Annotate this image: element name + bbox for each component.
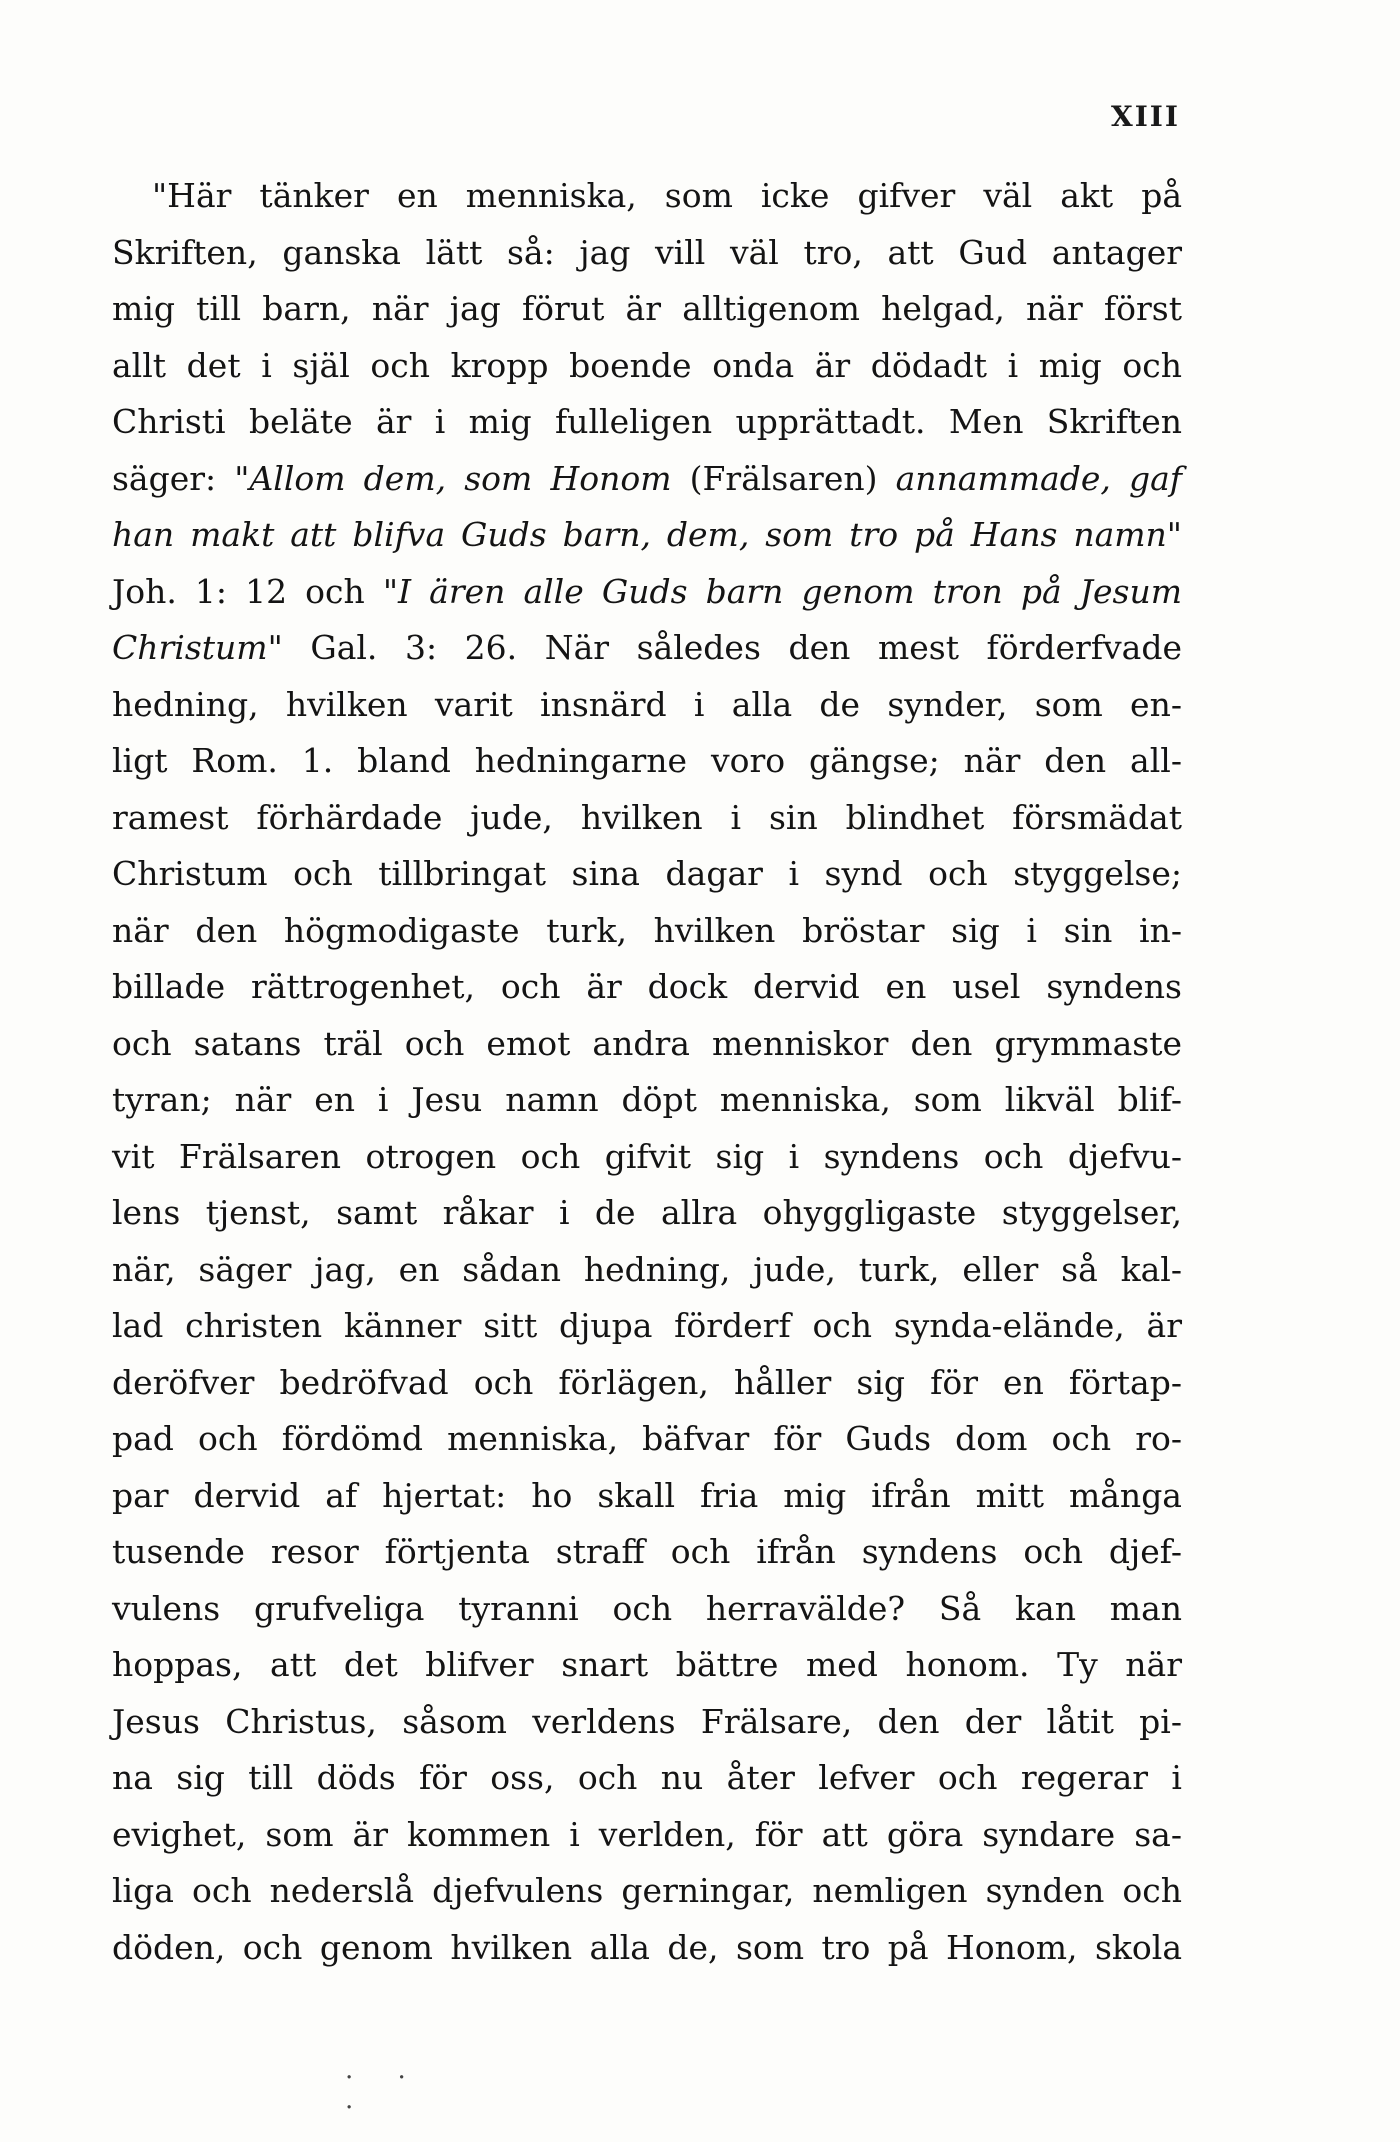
- italic-segment: "I ären alle Guds barn genom tron på Jesum: [382, 571, 1182, 611]
- text-line: [112, 1072, 1182, 1129]
- italic-segment: han makt att blifva Guds barn, dem, som tro på Hans namn": [112, 515, 1182, 554]
- text-segment: mig till barn, när jag förut är alltigenom helgad, när först: [112, 289, 1182, 328]
- text-segment: ramest förhärdade jude, hvilken i sin blindhet försmädat: [112, 797, 1182, 837]
- text-line: [112, 507, 1182, 564]
- text-segment: Christi beläte är i mig fulleligen upprättadt. Men Skriften: [112, 402, 1182, 441]
- text-line: [112, 1242, 1182, 1299]
- text-segment: när, säger jag, en sådan hedning, jude, turk, eller så kal-: [112, 1249, 1182, 1289]
- text-segment: na sig till döds för oss, och nu åter lefver och regerar i: [112, 1758, 1182, 1797]
- text-segment: Christum och tillbringat sina dagar i synd och styggelse;: [112, 854, 1182, 893]
- text-line: [112, 1694, 1182, 1751]
- text-line: [112, 733, 1182, 790]
- text-segment: "Här tänker en menniska, som icke gifver väl akt på: [152, 176, 1182, 215]
- text-segment: Gal. 3: 26. När således den mest förderfvade: [282, 628, 1182, 667]
- text-line: [112, 1863, 1182, 1920]
- text-line: [112, 1637, 1182, 1694]
- text-segment: lad christen känner sitt djupa förderf och synda-elände, är: [112, 1306, 1182, 1345]
- text-line: [112, 1807, 1182, 1864]
- text-line: [112, 168, 1182, 225]
- text-line: [112, 394, 1182, 451]
- text-segment: pad och fördömd menniska, bäfvar för Guds dom och ro-: [112, 1419, 1182, 1458]
- text-line: [112, 1129, 1182, 1186]
- text-line: [112, 1524, 1182, 1581]
- text-segment: vit Frälsaren otrogen och gifvit sig i syndens och djefvu-: [112, 1136, 1182, 1176]
- text-segment: hedning, hvilken varit insnärd i alla de synder, som en-: [112, 684, 1182, 724]
- text-segment: vulens grufveliga tyranni och herravälde? Så kan man: [112, 1588, 1182, 1628]
- text-line: [112, 451, 1182, 508]
- text-segment: döden, och genom hvilken alla de, som tro på Honom, skola: [112, 1927, 1182, 1967]
- text-line: [112, 903, 1182, 960]
- text-segment: liga och nederslå djefvulens gerningar, nemligen synden och: [112, 1871, 1182, 1910]
- text-segment: ligt Rom. 1. bland hedningarne voro gängse; när den all-: [112, 741, 1182, 780]
- text-line: [112, 1920, 1182, 1977]
- text-line: [112, 1581, 1182, 1638]
- text-segment: allt det i själ och kropp boende onda är dödadt i mig och: [112, 345, 1182, 385]
- text-line: [112, 1468, 1182, 1525]
- text-segment: (Frälsaren): [671, 458, 896, 498]
- italic-segment: annammade, gaf: [895, 458, 1183, 498]
- text-segment: deröfver bedröfvad och förlägen, håller sig för en förtap-: [112, 1362, 1182, 1402]
- text-line: [112, 281, 1182, 338]
- text-line: [112, 1355, 1182, 1412]
- text-segment: säger:: [112, 458, 235, 498]
- text-line: [112, 1411, 1182, 1468]
- text-segment: par dervid af hjertat: ho skall fria mig ifrån mitt många: [112, 1475, 1182, 1515]
- body-text: [112, 168, 1182, 1976]
- text-line: [112, 1750, 1182, 1807]
- page-number: XIII: [1110, 100, 1180, 133]
- text-segment: lens tjenst, samt råkar i de allra ohyggligaste styggelser,: [112, 1193, 1182, 1232]
- text-line: [112, 338, 1182, 395]
- text-segment: hoppas, att det blifver snart bättre med honom. Ty när: [112, 1645, 1182, 1684]
- text-segment: tusende resor förtjenta straff och ifrån syndens och djef-: [112, 1532, 1182, 1571]
- text-line: [112, 846, 1182, 903]
- text-line: [112, 564, 1182, 621]
- text-segment: när den högmodigaste turk, hvilken bröstar sig i sin in-: [112, 910, 1182, 950]
- text-line: [112, 959, 1182, 1016]
- italic-segment: "Allom dem, som Honom: [234, 458, 672, 498]
- footer-marks: . . .: [345, 2055, 424, 2115]
- text-segment: Skriften, ganska lätt så: jag vill väl tro, att Gud antager: [112, 232, 1182, 272]
- text-line: [112, 677, 1182, 734]
- text-line: [112, 790, 1182, 847]
- text-line: [112, 1016, 1182, 1073]
- text-line: [112, 225, 1182, 282]
- text-segment: evighet, som är kommen i verlden, för att göra syndare sa-: [112, 1814, 1182, 1854]
- text-segment: billade rättrogenhet, och är dock dervid en usel syndens: [112, 967, 1182, 1006]
- text-line: [112, 620, 1182, 677]
- text-line: [112, 1185, 1182, 1242]
- text-segment: Joh. 1: 12 och: [112, 571, 383, 611]
- text-line: [112, 1298, 1182, 1355]
- text-segment: tyran; när en i Jesu namn döpt menniska, som likväl blif-: [112, 1080, 1182, 1119]
- text-segment: och satans träl och emot andra menniskor den grymmaste: [112, 1023, 1182, 1063]
- text-segment: Jesus Christus, såsom verldens Frälsare, den der låtit pi-: [112, 1701, 1182, 1741]
- italic-segment: Christum": [112, 628, 283, 667]
